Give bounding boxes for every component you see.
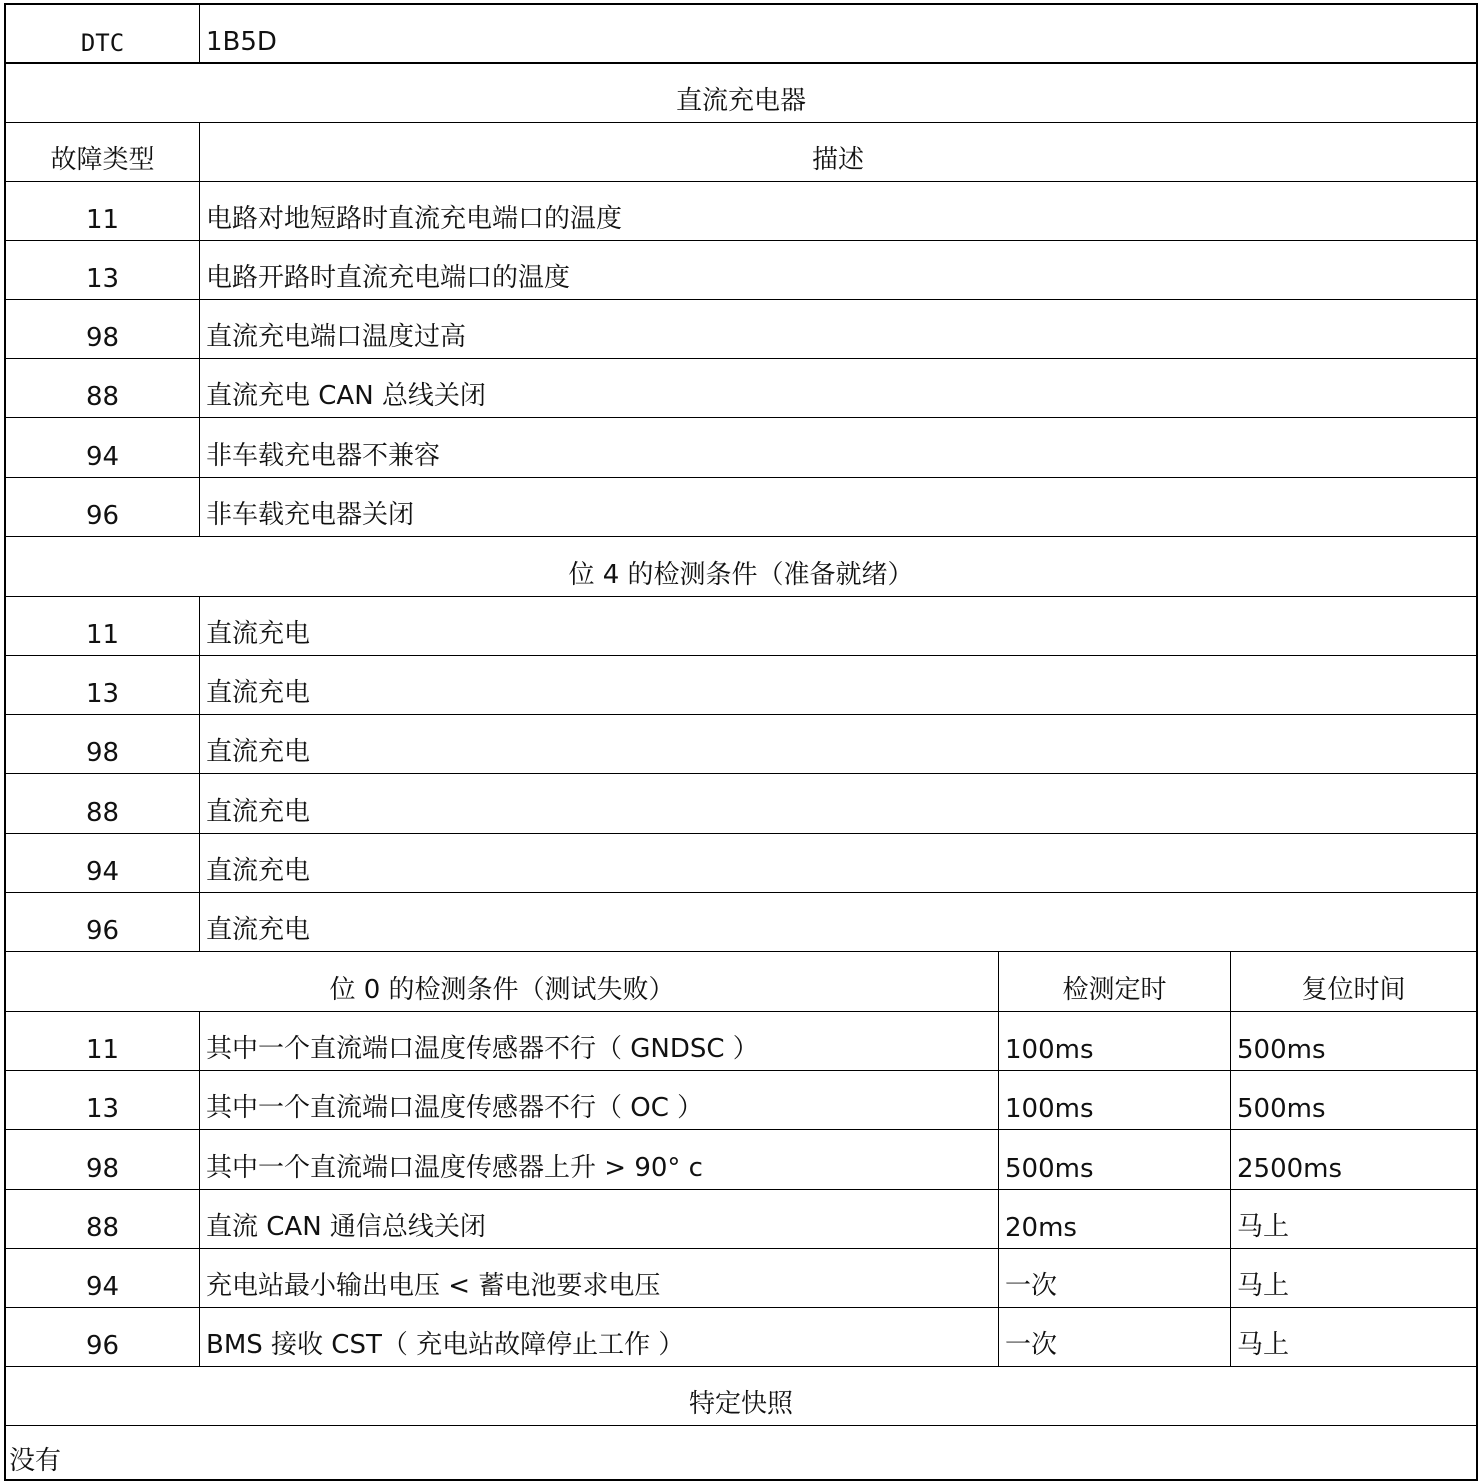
fault-description: 直流充电 CAN 总线关闭 bbox=[199, 359, 1476, 417]
fault-code: 94 bbox=[85, 1272, 120, 1302]
bit0-title: 位 0 的检测条件（测试失败） bbox=[329, 975, 675, 1005]
bit0-row bbox=[6, 1248, 1476, 1307]
detect-time: 一次 bbox=[998, 1308, 1230, 1366]
fault-code: 96 bbox=[85, 1331, 120, 1361]
col-fault-type: 故障类型 bbox=[50, 145, 155, 175]
fault-code: 94 bbox=[85, 442, 120, 472]
fault-code: 11 bbox=[85, 205, 120, 235]
desc-row bbox=[6, 358, 1476, 417]
dtc-table bbox=[4, 3, 1478, 1481]
bit4-row bbox=[6, 655, 1476, 714]
bit4-title: 位 4 的检测条件（准备就绪） bbox=[568, 560, 914, 590]
bit0-condition: 直流 CAN 通信总线关闭 bbox=[199, 1190, 998, 1248]
bit4-row bbox=[6, 773, 1476, 833]
desc-row bbox=[6, 477, 1476, 536]
bit0-row bbox=[6, 1011, 1476, 1070]
bit4-condition: 直流充电 bbox=[199, 893, 1476, 951]
fault-code: 94 bbox=[85, 857, 120, 887]
reset-time: 500ms bbox=[1230, 1071, 1476, 1129]
fault-code: 88 bbox=[85, 1213, 120, 1243]
snapshot-title: 特定快照 bbox=[688, 1389, 793, 1419]
reset-time: 马上 bbox=[1230, 1190, 1476, 1248]
reset-time: 马上 bbox=[1230, 1308, 1476, 1366]
desc-row bbox=[6, 299, 1476, 358]
dtc-value: 1B5D bbox=[199, 5, 1476, 62]
fault-description: 电路对地短路时直流充电端口的温度 bbox=[199, 182, 1476, 240]
desc-row bbox=[6, 181, 1476, 240]
fault-description: 非车载充电器不兼容 bbox=[199, 418, 1476, 477]
bit4-row bbox=[6, 714, 1476, 773]
fault-code: 11 bbox=[85, 620, 120, 650]
snapshot-title-row bbox=[6, 1366, 1476, 1425]
fault-code: 13 bbox=[85, 1094, 120, 1124]
reset-time: 500ms bbox=[1230, 1012, 1476, 1070]
fault-code: 96 bbox=[85, 916, 120, 946]
detect-time: 100ms bbox=[998, 1012, 1230, 1070]
col-description: 描述 bbox=[199, 123, 1476, 181]
bit4-condition: 直流充电 bbox=[199, 597, 1476, 655]
bit4-condition: 直流充电 bbox=[199, 774, 1476, 833]
fault-code: 98 bbox=[85, 1154, 120, 1184]
fault-description: 电路开路时直流充电端口的温度 bbox=[199, 241, 1476, 299]
fault-code: 88 bbox=[85, 382, 120, 412]
bit0-row bbox=[6, 1070, 1476, 1129]
desc-row bbox=[6, 417, 1476, 477]
desc-header-row bbox=[6, 122, 1476, 181]
desc-row bbox=[6, 240, 1476, 299]
bit0-header-row bbox=[6, 951, 1476, 1011]
bit0-condition: 其中一个直流端口温度传感器不行（ OC ） bbox=[199, 1071, 998, 1129]
bit4-condition: 直流充电 bbox=[199, 834, 1476, 892]
fault-description: 非车载充电器关闭 bbox=[199, 478, 1476, 536]
dtc-row bbox=[6, 5, 1476, 62]
bit0-condition: 其中一个直流端口温度传感器不行（ GNDSC ） bbox=[199, 1012, 998, 1070]
snapshot-value: 没有 bbox=[9, 1446, 62, 1476]
fault-code: 13 bbox=[85, 264, 120, 294]
bit0-condition: BMS 接收 CST（ 充电站故障停止工作 ） bbox=[199, 1308, 998, 1366]
fault-code: 11 bbox=[85, 1035, 120, 1065]
detect-time: 100ms bbox=[998, 1071, 1230, 1129]
bit4-row bbox=[6, 892, 1476, 951]
fault-code: 98 bbox=[85, 323, 120, 353]
fault-code: 96 bbox=[85, 501, 120, 531]
reset-time: 马上 bbox=[1230, 1249, 1476, 1307]
col-detect-time: 检测定时 bbox=[998, 952, 1230, 1011]
bit0-row bbox=[6, 1307, 1476, 1366]
bit0-condition: 其中一个直流端口温度传感器上升 > 90° c bbox=[199, 1130, 998, 1189]
col-reset-time: 复位时间 bbox=[1230, 952, 1476, 1011]
fault-description: 直流充电端口温度过高 bbox=[199, 300, 1476, 358]
bit4-condition: 直流充电 bbox=[199, 656, 1476, 714]
bit4-condition: 直流充电 bbox=[199, 715, 1476, 773]
detect-time: 一次 bbox=[998, 1249, 1230, 1307]
fault-code: 98 bbox=[85, 738, 120, 768]
section-title: 直流充电器 bbox=[675, 86, 806, 116]
fault-code: 88 bbox=[85, 798, 120, 828]
section-title-row bbox=[6, 62, 1476, 122]
detect-time: 500ms bbox=[998, 1130, 1230, 1189]
detect-time: 20ms bbox=[998, 1190, 1230, 1248]
bit0-row bbox=[6, 1189, 1476, 1248]
fault-code: 13 bbox=[85, 679, 120, 709]
bit0-condition: 充电站最小输出电压 < 蓄电池要求电压 bbox=[199, 1249, 998, 1307]
reset-time: 2500ms bbox=[1230, 1130, 1476, 1189]
bit4-title-row bbox=[6, 536, 1476, 596]
dtc-label: DTC bbox=[80, 29, 125, 57]
bit0-row bbox=[6, 1129, 1476, 1189]
snapshot-value-row bbox=[6, 1425, 1476, 1479]
bit4-row bbox=[6, 596, 1476, 655]
bit4-row bbox=[6, 833, 1476, 892]
